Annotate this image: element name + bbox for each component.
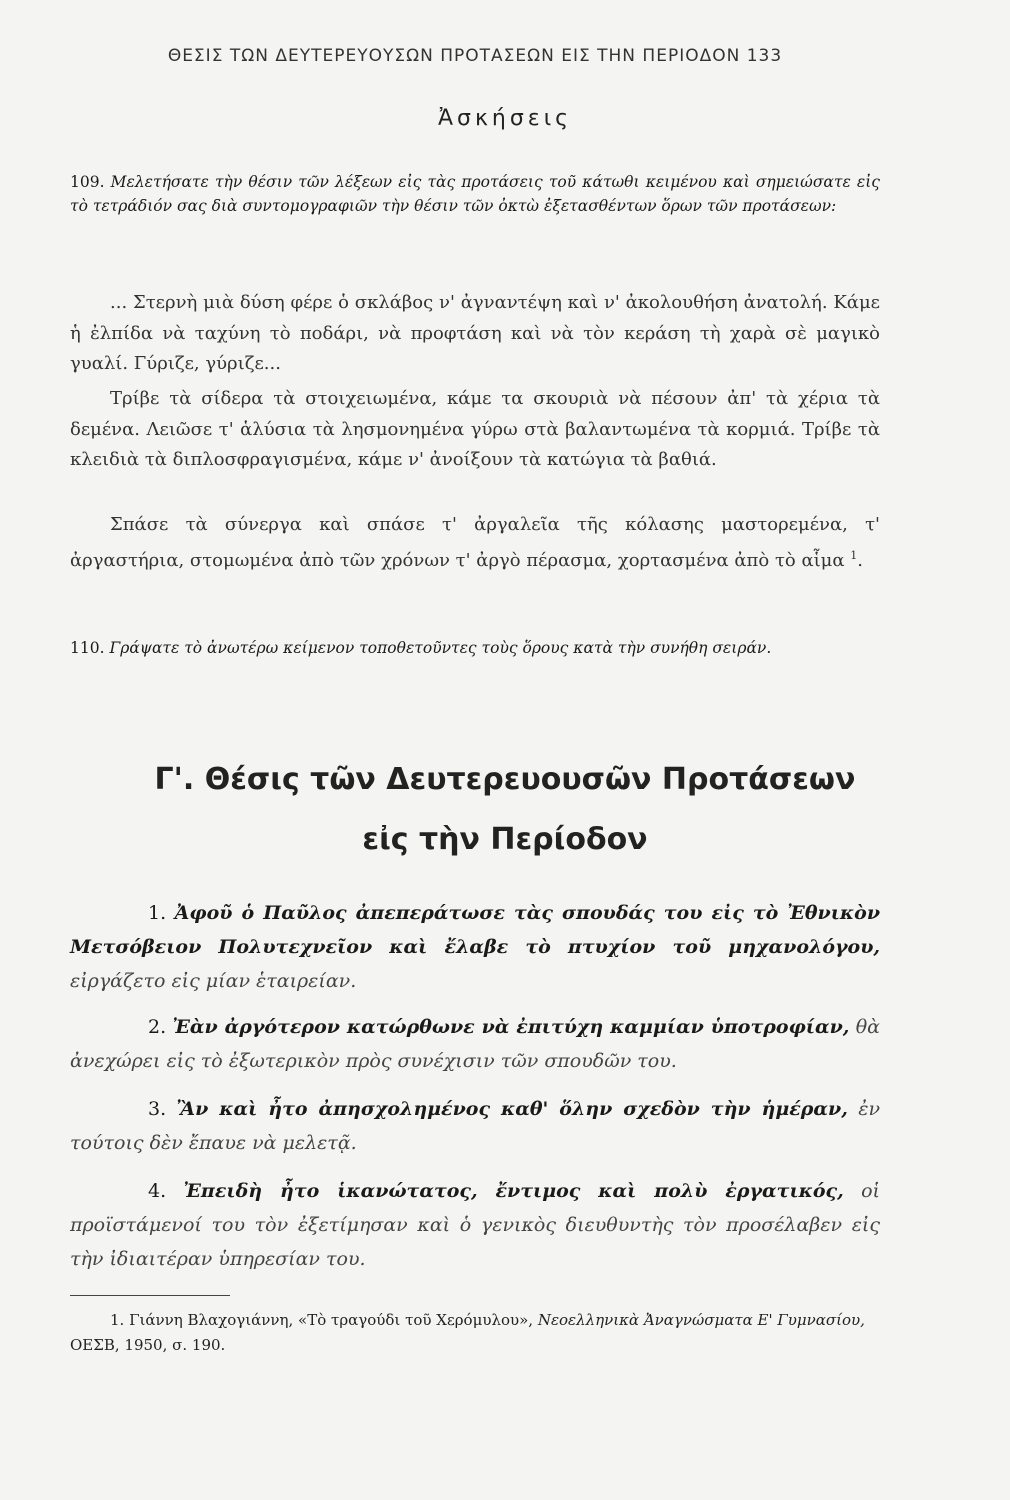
example-main-clause: εἰργάζετο εἰς μίαν ἑταιρείαν.: [70, 970, 357, 992]
exercises-title: Ἀσκήσεις: [437, 106, 573, 131]
footnote-mark: 1.: [110, 1311, 125, 1329]
section-heading-line-2: εἰς τὴν Περίοδον: [362, 822, 648, 857]
passage-paragraph-3: Σπάσε τὰ σύνεργα καὶ σπάσε τ' ἀργαλεῖα τῆς κόλασης μαστορεμένα, τ' ἀργαστήρια, στομωμένα ἀπὸ τῶν χρόνων τ' ἀργὸ πέρασμα, χορτασμένα ἀπὸ τὸ αἷμα $^1$.: [70, 514, 880, 571]
exercise-number: 109.: [70, 173, 105, 191]
running-head-title: ΘΕΣΙΣ ΤΩΝ ΔΕΥΤΕΡΕΥΟΥΣΩΝ ΠΡΟΤΑΣΕΩΝ ΕΙΣ ΤΗΝ ΠΕΡΙΟΔΟΝ: [167, 46, 741, 66]
page-number: 133: [746, 46, 783, 66]
footnote-source: Νεοελληνικὰ Ἀναγνώσματα Ε' Γυμνασίου,: [537, 1311, 865, 1329]
exercise-110: [70, 636, 880, 660]
footnote-publisher: ΟΕΣΒ, 1950, σ. 190.: [70, 1336, 226, 1354]
section-heading-line-1: Γ'. Θέσις τῶν Δευτερευουσῶν Προτάσεων: [154, 762, 856, 797]
passage-paragraph-2: Τρίβε τὰ σίδερα τὰ στοιχειωμένα, κάμε τα σκουριὰ νὰ πέσουν ἀπ' τὰ χέρια τὰ δεμένα. Λειῶσε τ' ἁλύσια τὰ λησμονημένα γύρω στὰ βαλαντωμένα τὰ κορμιά. Τρίβε τὰ κλειδιὰ τὰ διπλοσφραγισμένα, κάμε ν' ἀνοίξουν τὰ κατώγια τὰ βαθιά.: [70, 388, 880, 470]
example-main-clause: θὰ ἀνεχώρει εἰς τὸ ἐξωτερικὸν πρὸς συνέχισιν τῶν σπουδῶν του.: [70, 1016, 881, 1072]
footnote-author: Γιάννη Βλαχογιάννη,: [129, 1311, 294, 1329]
footnote-ref: 1: [850, 548, 858, 562]
example-number: 1.: [148, 902, 167, 924]
example-3: [70, 1092, 880, 1160]
example-2: [70, 1010, 880, 1078]
example-subordinate-clause: Ἂν καὶ ἦτο ἀπησχολημένος καθ' ὅλην σχεδὸν τὴν ἡμέραν,: [176, 1098, 848, 1120]
exercise-109: [70, 170, 880, 218]
footnote: [70, 1308, 880, 1358]
example-number: 3.: [148, 1098, 167, 1120]
exercise-number: 110.: [70, 639, 105, 657]
example-1: [70, 896, 880, 998]
example-number: 2.: [148, 1016, 167, 1038]
exercise-instruction: Μελετήσατε τὴν θέσιν τῶν λέξεων εἰς τὰς προτάσεις τοῦ κάτωθι κειμένου καὶ σημειώσατε εἰς τὸ τετράδιόν σας διὰ συντομογραφιῶν τὴν θέσιν τῶν ὀκτὼ ἐξετασθέντων ὅρων τῶν προτάσεων:: [70, 173, 880, 215]
exercise-instruction: Γράψατε τὸ ἀνωτέρω κείμενον τοποθετοῦντες τοὺς ὅρους κατὰ τὴν συνήθη σειράν.: [109, 639, 772, 657]
example-main-clause: οἱ προϊστάμενοί του τὸν ἐξετίμησαν καὶ ὁ γενικὸς διευθυντὴς τὸν προσέλαβεν εἰς τὴν ἰδιαιτέραν ὑπηρεσίαν του.: [70, 1180, 880, 1270]
example-subordinate-clause: Ἐὰν ἀργότερον κατώρθωνε νὰ ἐπιτύχη καμμίαν ὑποτροφίαν,: [172, 1016, 850, 1038]
example-main-clause: ἐν τούτοις δὲν ἔπαυε νὰ μελετᾷ.: [70, 1098, 880, 1154]
footnote-work: «Τὸ τραγούδι τοῦ Χερόμυλου»,: [298, 1311, 534, 1329]
passage-paragraph-1: ... Στερνὴ μιὰ δύση φέρε ὁ σκλάβος ν' ἀγναντέψη καὶ ν' ἀκολουθήση ἀνατολή. Κάμε ἡ ἐλπίδα νὰ ταχύνη τὸ ποδάρι, νὰ προφτάση καὶ νὰ τὸν κεράση τὴ χαρὰ σὲ μαγικὸ γυαλί. Γύριζε, γύριζε...: [70, 292, 880, 374]
example-subordinate-clause: Ἀφοῦ ὁ Παῦλος ἀπεπεράτωσε τὰς σπουδάς του εἰς τὸ Ἐθνικὸν Μετσόβειον Πολυτεχνεῖον καὶ ἔλαβε τὸ πτυχίον τοῦ μηχανολόγου,: [70, 902, 880, 958]
running-head: [70, 46, 880, 66]
passage-paragraph-3-text: Σπάσε τὰ σύνεργα καὶ σπάσε τ' ἀργαλεῖα τῆς κόλασης μαστορεμένα, τ' ἀργαστήρια, στομωμένα ἀπὸ τῶν χρόνων τ' ἀργὸ πέρασμα, χορτασμένα ἀπὸ τὸ αἷμα: [70, 514, 880, 571]
example-subordinate-clause: Ἐπειδὴ ἦτο ἱκανώτατος, ἔντιμος καὶ πολὺ ἐργατικός,: [183, 1180, 844, 1202]
example-number: 4.: [148, 1180, 167, 1202]
example-4: [70, 1174, 880, 1276]
footnote-divider: [70, 1295, 230, 1296]
